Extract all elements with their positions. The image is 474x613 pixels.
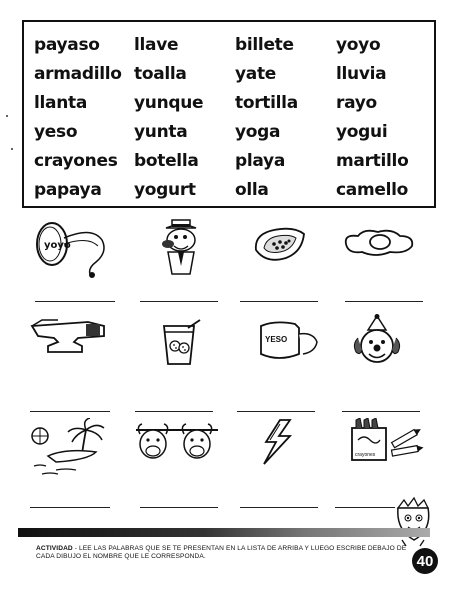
mascot-icon	[392, 494, 436, 548]
crayons-box-icon	[348, 418, 428, 466]
instruction-label: ACTIVIDAD	[36, 545, 73, 552]
answer-line[interactable]	[35, 301, 115, 302]
answer-line[interactable]	[345, 301, 423, 302]
answer-line[interactable]	[342, 411, 420, 412]
word-column-1	[34, 31, 122, 205]
beach-island-icon	[26, 418, 108, 480]
word-column-4	[336, 31, 408, 205]
lightning-bolt-icon	[256, 418, 296, 466]
yeso-bag-label: YESO	[265, 335, 288, 344]
word: martillo	[336, 151, 409, 171]
word: papaya	[34, 180, 102, 200]
margin-dot	[6, 115, 8, 117]
word: yogurt	[134, 180, 196, 200]
word: yoga	[235, 122, 281, 142]
answer-line[interactable]	[30, 411, 110, 412]
word: botella	[134, 151, 199, 171]
answer-line[interactable]	[240, 507, 318, 508]
instruction-text: - LEE LAS PALABRAS QUE SE TE PRESENTAN EN LA LISTA DE ARRIBA Y LUEGO ESCRIBE DEBAJO DE CADA DIBUJO EL NOMBRE QUE LE CORRESPONDA.	[36, 545, 407, 560]
egg-yolk-icon	[340, 224, 420, 260]
answer-line[interactable]	[140, 507, 218, 508]
activity-instructions	[36, 545, 408, 561]
word: playa	[235, 151, 285, 171]
yoyo-icon	[30, 218, 120, 280]
word: yunque	[134, 93, 204, 113]
word: yate	[235, 64, 277, 84]
word: yoyo	[336, 35, 381, 55]
word: olla	[235, 180, 269, 200]
margin-dot	[11, 148, 13, 150]
answer-line[interactable]	[240, 301, 318, 302]
answer-line[interactable]	[135, 411, 213, 412]
word: llave	[134, 35, 179, 55]
page-number: 40	[412, 548, 438, 574]
crayons-box-label: crayones	[355, 452, 376, 458]
word-column-3	[235, 31, 298, 205]
word: payaso	[34, 35, 100, 55]
word: armadillo	[34, 64, 122, 84]
answer-line[interactable]	[30, 507, 110, 508]
word: yeso	[34, 122, 78, 142]
answer-line[interactable]	[335, 507, 395, 508]
yogurt-cup-icon	[158, 318, 204, 368]
word: yogui	[336, 122, 388, 142]
word-column-2	[134, 31, 203, 205]
plaster-bag-icon	[255, 318, 321, 364]
word: tortilla	[235, 93, 298, 113]
yogi-bear-icon	[150, 214, 210, 278]
footer-bar	[18, 528, 430, 537]
word: billete	[235, 35, 294, 55]
clown-icon	[350, 314, 404, 372]
word: crayones	[34, 151, 118, 171]
oxen-yoke-icon	[132, 420, 222, 464]
yoyo-label: yoyo	[44, 240, 71, 251]
word: toalla	[134, 64, 187, 84]
word: llanta	[34, 93, 88, 113]
answer-line[interactable]	[237, 411, 315, 412]
papaya-icon	[250, 222, 310, 266]
word-list-box	[22, 20, 436, 208]
anvil-icon	[28, 316, 108, 358]
word: lluvia	[336, 64, 387, 84]
word: yunta	[134, 122, 188, 142]
word: rayo	[336, 93, 377, 113]
word: camello	[336, 180, 409, 200]
answer-line[interactable]	[140, 301, 218, 302]
